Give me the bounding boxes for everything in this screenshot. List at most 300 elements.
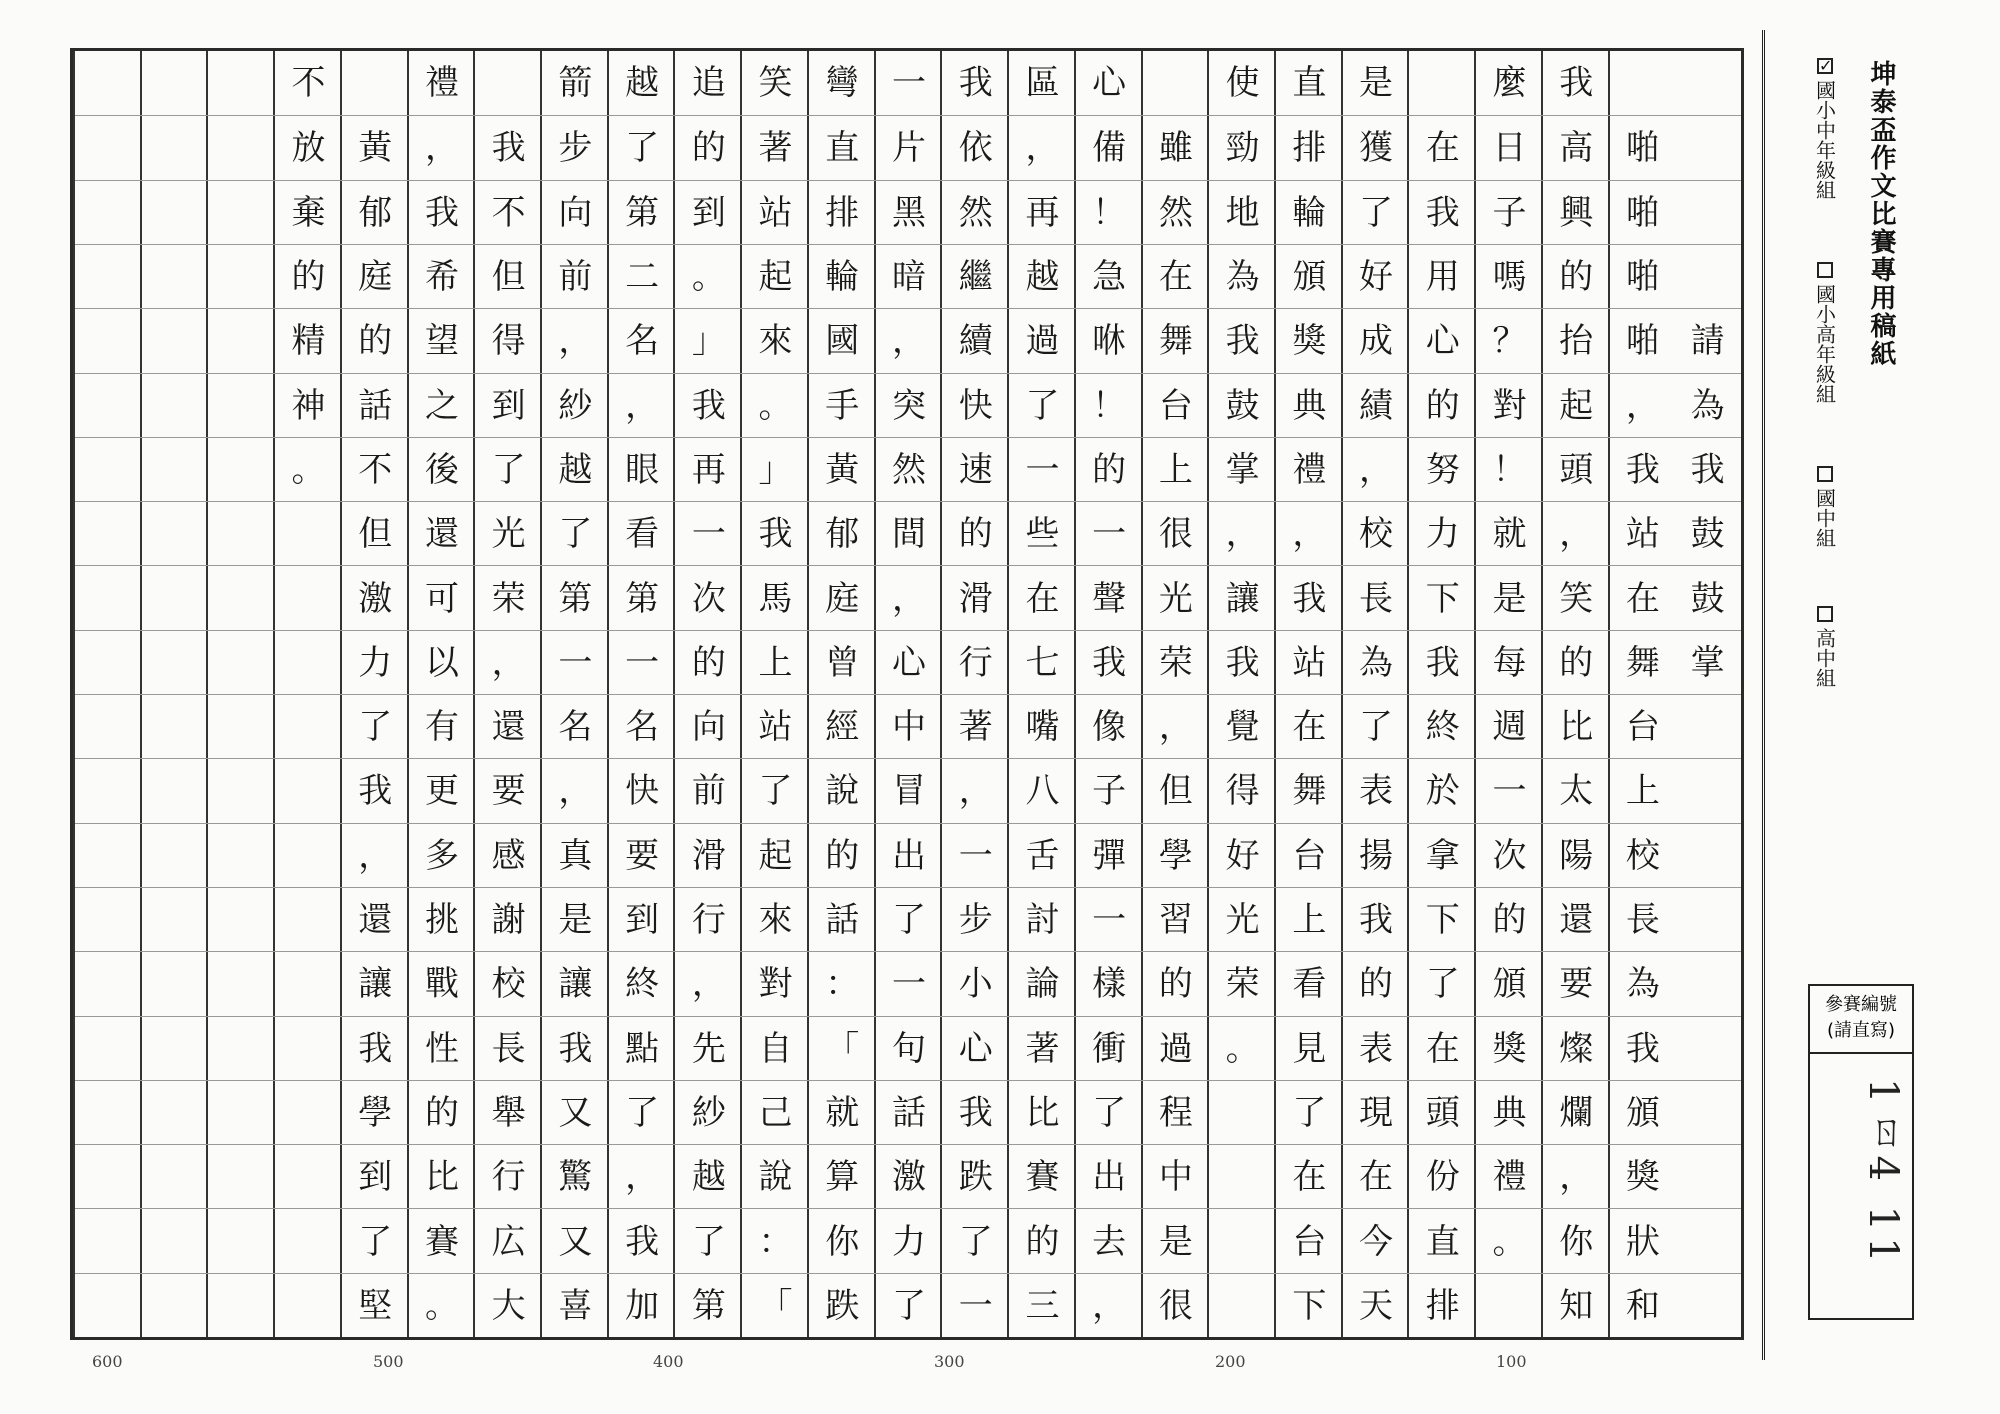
grid-cell <box>742 244 809 309</box>
grid-cell <box>1543 1208 1610 1273</box>
ruler-label-500: 500 <box>373 1352 404 1371</box>
handwritten-character: 。 <box>1225 1028 1260 1069</box>
grid-cell <box>1409 887 1476 952</box>
category-checkbox[interactable] <box>1817 606 1833 622</box>
handwritten-character: ， <box>625 385 660 426</box>
handwritten-character: 行 <box>491 1157 526 1198</box>
category-label: 國中組 <box>1812 488 1837 548</box>
handwritten-character: 前 <box>691 771 726 812</box>
handwritten-character: 笑 <box>758 63 793 104</box>
handwritten-character: 要 <box>1559 964 1594 1005</box>
handwritten-character: ， <box>1158 707 1193 748</box>
handwritten-character: 天 <box>1359 1285 1394 1326</box>
grid-cell <box>942 1273 1009 1338</box>
grid-cell <box>675 1144 742 1209</box>
handwritten-character: 啪 <box>1625 257 1660 298</box>
grid-cell <box>1409 630 1476 695</box>
grid-cell <box>1610 51 1677 115</box>
handwritten-character: 行 <box>958 642 993 683</box>
handwritten-character: 一 <box>958 835 993 876</box>
grid-cell <box>475 887 542 952</box>
handwritten-character: 話 <box>825 900 860 941</box>
grid-cell <box>75 1016 142 1081</box>
grid-cell <box>342 1208 409 1273</box>
grid-cell <box>1143 1080 1210 1145</box>
handwritten-character: 舞 <box>1158 321 1193 362</box>
grid-cell <box>1143 501 1210 566</box>
grid-cell <box>1276 758 1343 823</box>
grid-column <box>206 51 275 1337</box>
grid-cell <box>1409 501 1476 566</box>
grid-cell <box>275 1080 342 1145</box>
grid-cell <box>876 951 943 1016</box>
handwritten-character: 在 <box>1292 707 1327 748</box>
grid-cell <box>409 1273 476 1338</box>
grid-cell <box>1543 308 1610 373</box>
grid-cell <box>1076 951 1143 1016</box>
grid-cell <box>1409 373 1476 438</box>
contest-title: 坤泰盃作文比賽專用稿紙 <box>1866 60 1896 368</box>
handwritten-character: ， <box>1225 514 1260 555</box>
grid-cell <box>1674 437 1741 502</box>
grid-cell <box>1076 758 1143 823</box>
grid-cell <box>609 180 676 245</box>
grid-cell <box>409 51 476 115</box>
grid-cell <box>1009 1016 1076 1081</box>
grid-cell <box>1476 1273 1543 1338</box>
handwritten-character: 台 <box>1158 385 1193 426</box>
handwritten-character: 突 <box>891 385 926 426</box>
grid-cell <box>1209 373 1276 438</box>
grid-cell <box>542 1273 609 1338</box>
handwritten-character: 」 <box>758 449 793 490</box>
grid-cell <box>1476 51 1543 115</box>
handwritten-character: 麼 <box>1492 63 1527 104</box>
grid-cell <box>1674 244 1741 309</box>
grid-cell <box>1276 1144 1343 1209</box>
handwritten-character: 聲 <box>1092 578 1127 619</box>
grid-cell <box>208 51 275 115</box>
handwritten-character: 到 <box>691 192 726 233</box>
grid-column <box>807 51 876 1337</box>
ruler-label-300: 300 <box>934 1352 965 1371</box>
grid-cell <box>542 115 609 180</box>
handwritten-character: 庭 <box>825 578 860 619</box>
grid-cell <box>1409 1273 1476 1338</box>
grid-cell <box>208 1208 275 1273</box>
grid-cell <box>1476 758 1543 823</box>
handwritten-character: 了 <box>958 1221 993 1262</box>
grid-cell <box>675 373 742 438</box>
grid-cell <box>1143 1144 1210 1209</box>
grid-cell <box>342 180 409 245</box>
grid-cell <box>1009 373 1076 438</box>
handwritten-character: 名 <box>625 321 660 362</box>
grid-cell <box>1143 630 1210 695</box>
grid-column <box>407 51 476 1337</box>
handwritten-character: 得 <box>1225 771 1260 812</box>
handwritten-character: 啪 <box>1625 128 1660 169</box>
handwritten-character: 站 <box>1292 642 1327 683</box>
handwritten-character: 子 <box>1092 771 1127 812</box>
grid-cell <box>1343 51 1410 115</box>
handwritten-character: 了 <box>758 771 793 812</box>
grid-cell <box>275 51 342 115</box>
grid-cell <box>876 630 943 695</box>
handwritten-character: 然 <box>958 192 993 233</box>
handwritten-character: 第 <box>691 1285 726 1326</box>
handwritten-character: 。 <box>424 1285 459 1326</box>
handwritten-character: 我 <box>491 128 526 169</box>
handwritten-character: ！ <box>1092 192 1127 233</box>
grid-cell <box>275 823 342 888</box>
handwritten-character: 表 <box>1359 771 1394 812</box>
grid-cell <box>1343 437 1410 502</box>
category-option-junior-high[interactable] <box>1808 466 1842 548</box>
grid-cell <box>409 308 476 373</box>
grid-cell <box>475 180 542 245</box>
grid-cell <box>1209 694 1276 759</box>
category-option-lower-elementary[interactable] <box>1808 58 1842 200</box>
grid-cell <box>142 244 209 309</box>
grid-cell <box>809 437 876 502</box>
handwritten-character: 我 <box>1625 1028 1660 1069</box>
grid-cell <box>876 115 943 180</box>
grid-cell <box>342 115 409 180</box>
grid-cell <box>1343 823 1410 888</box>
handwritten-character: 鼓 <box>1690 514 1725 555</box>
grid-cell <box>942 758 1009 823</box>
grid-cell <box>475 115 542 180</box>
handwritten-character: 你 <box>825 1221 860 1262</box>
grid-cell <box>809 887 876 952</box>
handwritten-character: 一 <box>558 642 593 683</box>
grid-cell <box>142 951 209 1016</box>
handwritten-character: 讓 <box>1225 578 1260 619</box>
grid-cell <box>75 758 142 823</box>
handwritten-character: 一 <box>1092 514 1127 555</box>
grid-cell <box>1610 115 1677 180</box>
grid-cell <box>142 1144 209 1209</box>
grid-cell <box>342 823 409 888</box>
handwritten-character: 精 <box>291 321 326 362</box>
grid-cell <box>1009 758 1076 823</box>
handwritten-character: 對 <box>1492 385 1527 426</box>
handwritten-character: 的 <box>1359 964 1394 1005</box>
grid-cell <box>1610 1144 1677 1209</box>
grid-cell <box>1209 244 1276 309</box>
grid-cell <box>609 115 676 180</box>
handwritten-character: 我 <box>1225 642 1260 683</box>
grid-cell <box>409 437 476 502</box>
handwritten-character: 起 <box>758 835 793 876</box>
grid-cell <box>742 51 809 115</box>
handwritten-character: 了 <box>891 1285 926 1326</box>
grid-cell <box>609 308 676 373</box>
category-option-upper-elementary[interactable] <box>1808 262 1842 404</box>
grid-cell <box>1543 1016 1610 1081</box>
grid-cell <box>1610 565 1677 630</box>
handwritten-character: 謝 <box>491 900 526 941</box>
handwritten-character: 暗 <box>891 257 926 298</box>
handwritten-character: 請 <box>1690 321 1725 362</box>
category-option-senior-high[interactable] <box>1808 606 1842 688</box>
grid-cell <box>1343 887 1410 952</box>
handwritten-character: 啪 <box>1625 321 1660 362</box>
grid-cell <box>342 887 409 952</box>
handwritten-character: 起 <box>1559 385 1594 426</box>
grid-cell <box>1409 694 1476 759</box>
grid-cell <box>1209 180 1276 245</box>
grid-cell <box>542 1080 609 1145</box>
grid-cell <box>1143 565 1210 630</box>
grid-cell <box>1674 694 1741 759</box>
grid-cell <box>1674 1208 1741 1273</box>
handwritten-character: 激 <box>358 578 393 619</box>
grid-cell <box>1543 951 1610 1016</box>
grid-cell <box>1076 51 1143 115</box>
handwritten-character: 頒 <box>1625 1092 1660 1133</box>
handwritten-character: 先 <box>691 1028 726 1069</box>
grid-cell <box>1009 115 1076 180</box>
grid-cell <box>275 308 342 373</box>
grid-cell <box>942 244 1009 309</box>
grid-cell <box>876 244 943 309</box>
grid-cell <box>942 437 1009 502</box>
grid-cell <box>475 373 542 438</box>
grid-cell <box>1276 244 1343 309</box>
grid-cell <box>1209 1080 1276 1145</box>
grid-cell <box>208 115 275 180</box>
handwritten-character: 第 <box>558 578 593 619</box>
grid-cell <box>1610 373 1677 438</box>
grid-cell <box>208 501 275 566</box>
grid-cell <box>1009 437 1076 502</box>
grid-cell <box>809 180 876 245</box>
grid-cell <box>609 823 676 888</box>
handwritten-character: 驚 <box>558 1157 593 1198</box>
handwritten-character: 獎 <box>1625 1157 1660 1198</box>
grid-cell <box>342 308 409 373</box>
grid-cell <box>1209 951 1276 1016</box>
handwritten-character: 的 <box>358 321 393 362</box>
grid-cell <box>342 1144 409 1209</box>
grid-cell <box>1409 565 1476 630</box>
handwritten-character: 一 <box>958 1285 993 1326</box>
handwritten-character: 陽 <box>1559 835 1594 876</box>
grid-cell <box>1674 951 1741 1016</box>
grid-cell <box>675 758 742 823</box>
grid-cell <box>1343 630 1410 695</box>
grid-cell <box>1674 373 1741 438</box>
handwritten-character: 典 <box>1492 1092 1527 1133</box>
grid-cell <box>75 244 142 309</box>
handwritten-character: ： <box>758 1221 793 1262</box>
grid-cell <box>1276 823 1343 888</box>
grid-cell <box>208 1080 275 1145</box>
grid-cell <box>1276 1016 1343 1081</box>
handwritten-character: 還 <box>358 900 393 941</box>
check-icon: ✓ <box>1819 56 1833 75</box>
grid-cell <box>208 180 275 245</box>
handwritten-character: 広 <box>491 1221 526 1262</box>
handwritten-character: 頒 <box>1492 964 1527 1005</box>
grid-cell <box>1674 823 1741 888</box>
grid-cell <box>1076 373 1143 438</box>
handwritten-character: 越 <box>1025 257 1060 298</box>
category-label: 國小中年級組 <box>1812 80 1837 200</box>
grid-cell <box>475 308 542 373</box>
grid-cell <box>475 244 542 309</box>
grid-cell <box>1009 1273 1076 1338</box>
handwritten-character: 黃 <box>358 128 393 169</box>
handwritten-character: 力 <box>1425 514 1460 555</box>
handwritten-character: 來 <box>758 900 793 941</box>
grid-cell <box>1610 244 1677 309</box>
handwritten-character: 典 <box>1292 385 1327 426</box>
grid-cell <box>1076 1208 1143 1273</box>
handwritten-character: 好 <box>1359 257 1394 298</box>
grid-cell <box>208 630 275 695</box>
grid-cell <box>1276 951 1343 1016</box>
grid-cell <box>675 1273 742 1338</box>
grid-cell <box>1009 501 1076 566</box>
handwritten-character: 輪 <box>1292 192 1327 233</box>
handwritten-character: 站 <box>1625 514 1660 555</box>
handwritten-character: 今 <box>1359 1221 1394 1262</box>
handwritten-character: 說 <box>758 1157 793 1198</box>
grid-cell <box>142 1273 209 1338</box>
ruler-label-400: 400 <box>653 1352 684 1371</box>
grid-cell <box>1674 51 1741 115</box>
grid-cell <box>208 823 275 888</box>
category-checkbox[interactable] <box>1817 466 1833 482</box>
grid-cell <box>475 823 542 888</box>
grid-cell <box>1009 1208 1076 1273</box>
handwritten-character: 了 <box>1359 192 1394 233</box>
handwritten-character: 長 <box>491 1028 526 1069</box>
grid-cell <box>942 373 1009 438</box>
grid-cell <box>1076 1144 1143 1209</box>
handwritten-character: 為 <box>1225 257 1260 298</box>
handwritten-character: 的 <box>825 835 860 876</box>
category-checkbox[interactable] <box>1817 262 1833 278</box>
handwritten-character: 「 <box>825 1028 860 1069</box>
grid-cell <box>1076 1273 1143 1338</box>
handwritten-character: 習 <box>1158 900 1193 941</box>
grid-cell <box>1476 308 1543 373</box>
grid-cell <box>1543 51 1610 115</box>
grid-cell <box>1674 1016 1741 1081</box>
grid-cell <box>1543 180 1610 245</box>
handwritten-character: 我 <box>1092 642 1127 683</box>
grid-cell <box>675 951 742 1016</box>
grid-cell <box>1009 887 1076 952</box>
grid-cell <box>142 115 209 180</box>
grid-cell <box>275 887 342 952</box>
grid-cell <box>275 501 342 566</box>
handwritten-character: 彎 <box>825 63 860 104</box>
grid-cell <box>1476 1208 1543 1273</box>
handwritten-character: 「 <box>758 1285 793 1326</box>
handwritten-character: 興 <box>1559 192 1594 233</box>
handwritten-character: 一 <box>1092 900 1127 941</box>
handwritten-character: 上 <box>1158 449 1193 490</box>
handwritten-character: ， <box>558 321 593 362</box>
grid-cell <box>1409 1208 1476 1273</box>
grid-cell <box>75 373 142 438</box>
handwritten-character: 向 <box>558 192 593 233</box>
grid-cell <box>142 694 209 759</box>
grid-cell <box>1543 501 1610 566</box>
handwritten-character: 著 <box>1025 1028 1060 1069</box>
grid-cell <box>675 437 742 502</box>
handwritten-character: 行 <box>691 900 726 941</box>
handwritten-character: 我 <box>358 771 393 812</box>
handwritten-character: 的 <box>424 1092 459 1133</box>
grid-cell <box>475 501 542 566</box>
grid-cell <box>75 887 142 952</box>
grid-cell <box>809 115 876 180</box>
grid-cell <box>1209 51 1276 115</box>
grid-column <box>673 51 742 1337</box>
grid-cell <box>1343 1080 1410 1145</box>
handwritten-character: 不 <box>291 63 326 104</box>
handwritten-character: 咻 <box>1092 321 1127 362</box>
grid-cell <box>1209 1016 1276 1081</box>
handwritten-character: 的 <box>1559 642 1594 683</box>
handwritten-character: 勁 <box>1225 128 1260 169</box>
handwritten-character: 舌 <box>1025 835 1060 876</box>
grid-cell <box>275 630 342 695</box>
grid-cell <box>1076 501 1143 566</box>
handwritten-character: 的 <box>1025 1221 1060 1262</box>
grid-cell <box>1076 887 1143 952</box>
handwritten-character: ， <box>1025 128 1060 169</box>
grid-cell <box>542 1016 609 1081</box>
grid-cell <box>142 1208 209 1273</box>
handwritten-character: 鼓 <box>1225 385 1260 426</box>
category-checkbox[interactable] <box>1817 58 1833 74</box>
grid-cell <box>142 565 209 630</box>
grid-cell <box>809 308 876 373</box>
handwritten-character: 很 <box>1158 1285 1193 1326</box>
grid-cell <box>1543 1273 1610 1338</box>
grid-cell <box>142 51 209 115</box>
handwritten-character: 第 <box>625 192 660 233</box>
grid-cell <box>1476 180 1543 245</box>
grid-cell <box>1276 887 1343 952</box>
handwritten-character: 力 <box>358 642 393 683</box>
grid-cell <box>1343 951 1410 1016</box>
handwritten-character: 了 <box>358 1221 393 1262</box>
grid-cell <box>1276 694 1343 759</box>
grid-cell <box>809 694 876 759</box>
handwritten-character: 間 <box>891 514 926 555</box>
grid-cell <box>409 951 476 1016</box>
ruler-label-100: 100 <box>1496 1352 1527 1371</box>
grid-cell <box>1209 1208 1276 1273</box>
handwritten-character: 每 <box>1492 642 1527 683</box>
handwritten-character: 跌 <box>825 1285 860 1326</box>
grid-cell <box>1409 244 1476 309</box>
handwritten-character: 上 <box>1625 771 1660 812</box>
grid-cell <box>1674 758 1741 823</box>
grid-cell <box>142 501 209 566</box>
ruler-label-200: 200 <box>1215 1352 1246 1371</box>
handwritten-character: 了 <box>625 1092 660 1133</box>
grid-cell <box>409 1080 476 1145</box>
